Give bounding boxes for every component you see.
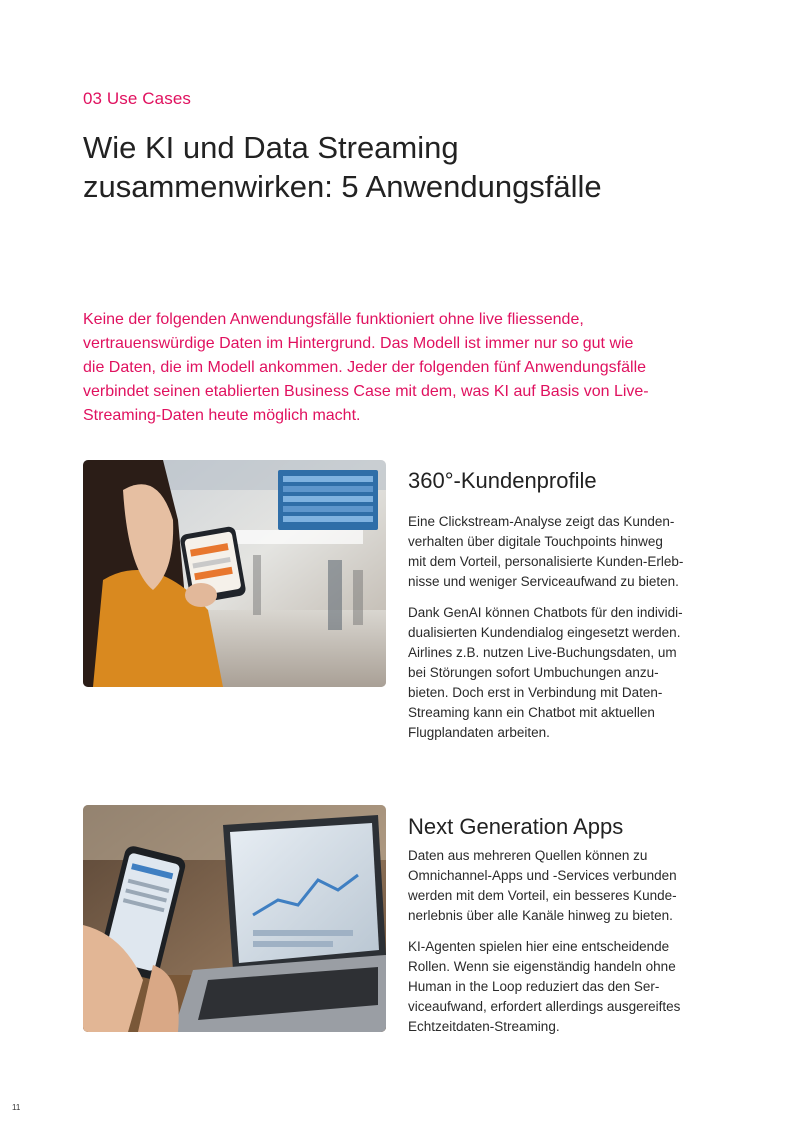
case-2-title: Next Generation Apps: [408, 814, 624, 839]
text-line: nerlebnis über alle Kanäle hinweg zu bieten.: [408, 908, 673, 923]
phone-laptop-photo: [83, 805, 386, 1032]
text-line: mit dem Vorteil, personalisierte Kunden-Erleb-: [408, 554, 684, 569]
text-line: Dank GenAI können Chatbots für den individi-: [408, 605, 683, 620]
intro-paragraph: [83, 308, 703, 428]
text-line: werden mit dem Vorteil, ein besseres Kunde-: [408, 888, 677, 903]
case-2-paragraph-2: [408, 937, 718, 1037]
text-line: Flugplandaten arbeiten.: [408, 725, 550, 740]
text-line: Eine Clickstream-Analyse zeigt das Kunden-: [408, 514, 675, 529]
section-label: 03 Use Cases: [83, 89, 191, 108]
text-line: Human in the Loop reduziert das den Ser-: [408, 979, 660, 994]
intro-line: vertrauenswürdige Daten im Hintergrund. Das Modell ist immer nur so gut wie: [83, 335, 634, 352]
case-1-paragraph-1: [408, 512, 718, 592]
text-line: Echtzeitdaten-Streaming.: [408, 1019, 560, 1034]
title-line-1: Wie KI und Data Streaming: [83, 130, 459, 165]
airport-phone-photo: [83, 460, 386, 687]
text-line: Streaming kann ein Chatbot mit aktuellen: [408, 705, 655, 720]
case-2-text: [408, 846, 718, 1048]
intro-line: die Daten, die im Modell ankommen. Jeder der folgenden fünf Anwendungsfälle: [83, 359, 647, 376]
page-title: [83, 128, 723, 206]
text-line: nisse und weniger Serviceaufwand zu bieten.: [408, 574, 679, 589]
text-line: Daten aus mehreren Quellen können zu: [408, 848, 648, 863]
case-1-paragraph-2: [408, 603, 718, 743]
text-line: KI-Agenten spielen hier eine entscheidende: [408, 939, 670, 954]
intro-line: Streaming-Daten heute möglich macht.: [83, 407, 361, 424]
text-line: viceaufwand, erfordert allerdings ausgereiftes: [408, 999, 681, 1014]
text-line: dualisierten Kundendialog eingesetzt werden.: [408, 625, 681, 640]
case-1-title: 360°-Kundenprofile: [408, 468, 597, 493]
text-line: Omnichannel-Apps und -Services verbunden: [408, 868, 677, 883]
text-line: bei Störungen sofort Umbuchungen anzu-: [408, 665, 659, 680]
intro-line: Keine der folgenden Anwendungsfälle funktioniert ohne live fliessende,: [83, 311, 584, 328]
text-line: verhalten über digitale Touchpoints hinweg: [408, 534, 663, 549]
case-2-paragraph-1: [408, 846, 718, 926]
text-line: Airlines z.B. nutzen Live-Buchungsdaten, um: [408, 645, 677, 660]
page-number: 11: [12, 1103, 21, 1112]
title-line-2: zusammenwirken: 5 Anwendungsfälle: [83, 169, 602, 204]
text-line: bieten. Doch erst in Verbindung mit Daten-: [408, 685, 663, 700]
case-1-text: [408, 512, 718, 754]
intro-line: verbindet seinen etablierten Business Case mit dem, was KI auf Basis von Live-: [83, 383, 649, 400]
text-line: Rollen. Wenn sie eigenständig handeln ohne: [408, 959, 676, 974]
